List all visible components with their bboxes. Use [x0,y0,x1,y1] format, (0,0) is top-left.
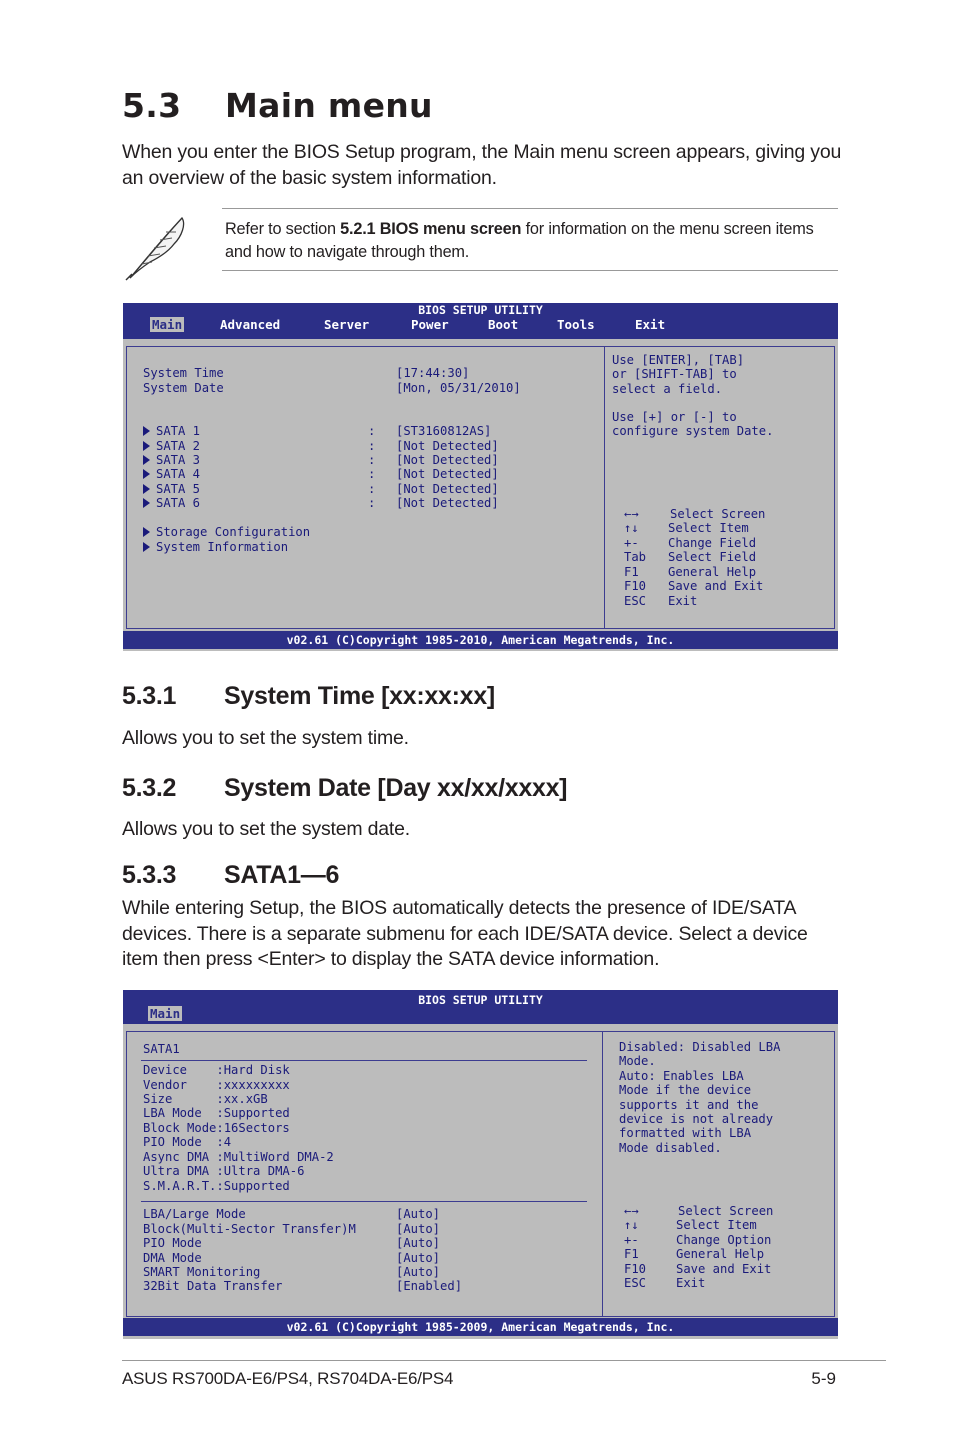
sata-value: [Not Detected] [396,453,499,467]
key-desc: Select Screen [678,1204,774,1218]
bios-footer: v02.61 (C)Copyright 1985-2009, American Megatrends, Inc. [123,1318,838,1336]
sata-item[interactable]: SATA 1 [143,424,200,439]
key-left-right: ←→ [624,1204,639,1218]
help-line: select a field. [612,382,723,396]
note-link: 5.2.1 BIOS menu screen [340,220,522,238]
option-value[interactable]: [Auto] [396,1251,441,1265]
device-info-line: PIO Mode :4 [143,1135,232,1149]
key-desc: General Help [668,565,757,579]
key-f1: F1 [624,1247,639,1261]
divider [141,1201,587,1202]
system-date-label[interactable]: System Date [143,381,224,395]
key-desc: Save and Exit [676,1262,772,1276]
feather-pen-icon [122,212,190,282]
option-value[interactable]: [Enabled] [396,1279,463,1293]
key-plus-minus: +- [624,1233,639,1247]
help-line: supports it and the [619,1098,759,1112]
key-desc: Select Screen [670,507,766,521]
system-date-description: Allows you to set the system date. [122,818,411,840]
key-left-right: ←→ [624,507,639,521]
device-info-line: Device :Hard Disk [143,1063,290,1077]
sata-item[interactable]: SATA 2 [143,439,200,454]
sata-value: [Not Detected] [396,496,499,510]
help-line: Use [+] or [-] to [612,410,737,424]
submenu-arrow-icon [143,426,150,436]
device-info-line: Size :xx.xGB [143,1092,268,1106]
key-esc: ESC [624,1276,647,1290]
key-desc: Save and Exit [668,579,764,593]
key-tab: Tab [624,550,647,564]
submenu-arrow-icon [143,484,150,494]
sata-value: [Not Detected] [396,482,499,496]
help-line: Disabled: Disabled LBA [619,1040,781,1054]
section-heading-system-time: 5.3.1 System Time [xx:xx:xx] [122,682,495,710]
option-value[interactable]: [Auto] [396,1207,441,1221]
key-desc: Exit [676,1276,706,1290]
tab-main[interactable]: Main [152,317,183,332]
submenu-arrow-icon [143,455,150,465]
submenu-arrow-icon [143,469,150,479]
note-top-rule [222,208,838,209]
option-value[interactable]: [Auto] [396,1236,441,1250]
device-info-line: Vendor :xxxxxxxxx [143,1078,290,1092]
device-info-line: S.M.A.R.T.:Supported [143,1179,290,1193]
bios-sata1-screen [123,990,838,1339]
key-desc: Change Option [676,1233,772,1247]
help-line: Mode disabled. [619,1141,722,1155]
device-info-line: Async DMA :MultiWord DMA-2 [143,1150,334,1164]
help-line: configure system Date. [612,424,774,438]
footer-rule [122,1360,886,1361]
key-desc: Exit [668,594,698,608]
option-value[interactable]: [Auto] [396,1222,441,1236]
key-f10: F10 [624,1262,647,1276]
device-info-line: Ultra DMA :Ultra DMA-6 [143,1164,305,1178]
tab-server[interactable]: Server [324,317,370,332]
tab-tools[interactable]: Tools [557,317,595,332]
tab-power[interactable]: Power [411,317,449,332]
intro-paragraph: When you enter the BIOS Setup program, the Main menu screen appears, giving you an overview of the basic system information. [122,141,842,189]
bios-divider [602,1031,603,1317]
help-line: formatted with LBA [619,1126,752,1140]
device-info-line: Block Mode:16Sectors [143,1121,290,1135]
option-label[interactable]: 32Bit Data Transfer [143,1279,283,1293]
note-text: Refer to section 5.2.1 BIOS menu screen for information on the menu screen items and how to navigate through them. [225,220,814,261]
page-title [122,86,433,125]
help-line: Mode. [619,1054,656,1068]
storage-configuration-item[interactable]: Storage Configuration [143,525,310,540]
key-plus-minus: +- [624,536,639,550]
submenu-arrow-icon [143,498,150,508]
system-information-item[interactable]: System Information [143,540,288,555]
option-value[interactable]: [Auto] [396,1265,441,1279]
key-desc: Select Item [676,1218,757,1232]
sata-item[interactable]: SATA 5 [143,482,200,497]
sata-value: [ST3160812AS] [396,424,492,438]
section-heading-system-date: 5.3.2 System Date [Day xx/xx/xxxx] [122,774,568,802]
sata-item[interactable]: SATA 3 [143,453,200,468]
help-line: or [SHIFT-TAB] to [612,367,737,381]
tab-exit[interactable]: Exit [635,317,666,332]
key-desc: Select Field [668,550,757,564]
key-up-down: ↑↓ [624,521,639,535]
sata1-heading: SATA1 [143,1042,180,1056]
help-line: Auto: Enables LBA [619,1069,744,1083]
help-line: device is not already [619,1112,774,1126]
sata-value: [Not Detected] [396,439,499,453]
key-f1: F1 [624,565,639,579]
system-time-description: Allows you to set the system time. [122,727,409,749]
key-up-down: ↑↓ [624,1218,639,1232]
bios-divider [604,346,605,629]
option-label[interactable]: Block(Multi-Sector Transfer)M [143,1222,356,1236]
option-label[interactable]: LBA/Large Mode [143,1207,246,1221]
submenu-arrow-icon [143,527,150,537]
divider [141,1060,587,1061]
key-f10: F10 [624,579,647,593]
sata-value: [Not Detected] [396,467,499,481]
bios-footer: v02.61 (C)Copyright 1985-2010, American Megatrends, Inc. [123,631,838,649]
sata-description: While entering Setup, the BIOS automatically detects the presence of IDE/SATA devices. There is a separate submenu for each IDE/SATA device. Select a device item then press <Enter> to display the SATA device information. [122,897,808,970]
section-title: Main menu [225,86,433,125]
footer-model: ASUS RS700DA-E6/PS4, RS704DA-E6/PS4 [122,1369,454,1388]
option-label[interactable]: PIO Mode [143,1236,202,1250]
device-info-line: LBA Mode :Supported [143,1106,290,1120]
note-bottom-rule [222,270,838,271]
bios-header [123,990,838,1024]
tab-advanced[interactable]: Advanced [220,317,281,332]
option-label[interactable]: SMART Monitoring [143,1265,261,1279]
submenu-arrow-icon [143,542,150,552]
bios-title: BIOS SETUP UTILITY [418,993,543,1007]
tab-main[interactable]: Main [150,1006,181,1021]
bios-title: BIOS SETUP UTILITY [418,303,543,317]
key-esc: ESC [624,594,647,608]
bios-main-screen: BIOS SETUP UTILITY Main Advanced Server Power Boot Tools Exit System Time [17:44:30] System Date [Mon, 05/31/2010] SATA 1 : [ST3160812AS] SATA 2 : [Not Detected] SATA 3 : [Not Detected] SATA 4 : [Not Detected] SATA 5 : [Not Detected] SATA 6 : [Not Detected] Storage Configuration System Information Use [ENTER], [TAB] or [SHIFT-TAB] to select a field. Use [+] or [-] to configure system Date. ←→ Select Screen ↑↓ Select Item +- Change Field Tab Select Field F1 General Help F10 Save and Exit ESC Exit v02.61 (C)Copyright 1985-2010, American Megatrends, Inc. [123,303,838,651]
sata-item[interactable]: SATA 6 [143,496,200,511]
section-heading-sata: 5.3.3 SATA1—6 [122,861,340,889]
key-desc: Select Item [668,521,749,535]
section-number: 5.3 [122,86,182,125]
key-desc: General Help [676,1247,765,1261]
submenu-arrow-icon [143,441,150,451]
bios-header [123,303,838,339]
sata-item[interactable]: SATA 4 [143,467,200,482]
key-desc: Change Field [668,536,757,550]
help-line: Mode if the device [619,1083,752,1097]
tab-boot[interactable]: Boot [488,317,519,332]
help-line: Use [ENTER], [TAB] [612,353,745,367]
system-time-label[interactable]: System Time [143,366,224,380]
system-time-value[interactable]: [17:44:30] [396,366,470,380]
page-number: 5-9 [811,1369,836,1388]
option-label[interactable]: DMA Mode [143,1251,202,1265]
system-date-value[interactable]: [Mon, 05/31/2010] [396,381,521,395]
